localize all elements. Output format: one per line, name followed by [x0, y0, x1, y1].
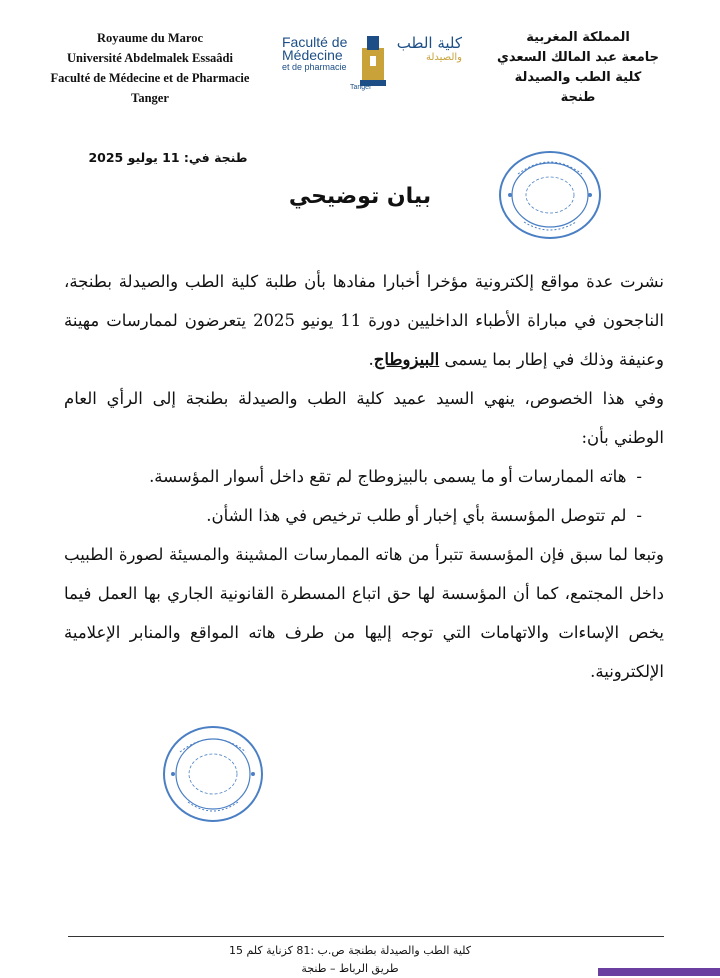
bullet-text: هاته الممارسات أو ما يسمى بالبيزوطاج لم تقع داخل أسوار المؤسسة.: [149, 467, 627, 486]
footer-line1: كلية الطب والصيدلة بطنجة ص.ب :81 كزناية كلم 15: [228, 944, 472, 957]
logo-ar-text: [390, 34, 462, 64]
header-fr-line: Faculté de Médecine et de Pharmacie: [50, 71, 250, 85]
logo-tag: Tanger: [350, 84, 372, 91]
official-stamp: [496, 148, 604, 242]
edge-bar: [598, 968, 720, 976]
faculty-logo: [282, 30, 462, 96]
footer-address: [180, 942, 520, 978]
document-body: [64, 262, 664, 691]
logo-ar-line: والصيدلة: [425, 52, 462, 63]
footer-line2: طريق الرباط – طنجة: [301, 962, 399, 975]
header-ar-line: المملكة المغربية: [526, 30, 630, 45]
official-stamp: [160, 722, 266, 826]
bullet-dash: -: [636, 467, 642, 486]
bizutage-term: البيزوطاج: [373, 350, 440, 369]
header-fr-line: Université Abdelmalek Essaâdi: [67, 51, 233, 65]
logo-fr-line: Médecine: [282, 47, 343, 63]
paragraph: وتبعا لما سبق فإن المؤسسة تتبرأ من هاته الممارسات المشينة والمسيئة لصورة الطبيب داخل المجتمع، كما أن المؤسسة لها حق اتباع المسطرة القانونية الجاري بها العمل فيما يخص الإساءات والاتهامات التي توجه إليها من طرف هاته المواقع والمنابر الإعلامية الإلكترونية.: [64, 545, 664, 681]
header-fr-line: Tanger: [131, 91, 169, 105]
bullet-dash: -: [636, 506, 642, 525]
document-date: طنجة في: 11 يوليو 2025: [88, 150, 248, 165]
logo-fr-text: [282, 36, 362, 72]
header-ar-line: طنجة: [560, 90, 596, 105]
header-arabic: [468, 28, 688, 108]
paragraph: وفي هذا الخصوص، ينهي السيد عميد كلية الطب والصيدلة بطنجة إلى الرأي العام الوطني بأن:: [64, 389, 664, 447]
header-ar-line: جامعة عبد المالك السعدي: [496, 50, 660, 65]
logo-fr-line: et de pharmacie: [282, 62, 347, 72]
document-title: بيان توضيحي: [288, 184, 432, 209]
header-fr-line: Royaume du Maroc: [96, 31, 203, 45]
logo-ar-line: كلية الطب: [396, 34, 462, 52]
bullet-item: [64, 457, 664, 496]
bullet-item: [64, 496, 664, 535]
paragraph: [64, 262, 664, 379]
paragraph-text: نشرت عدة مواقع إلكترونية مؤخرا أخبارا مفادها بأن طلبة كلية الطب والصيدلة بطنجة، الناجحون في مباراة الأطباء الداخليين دورة 11 يونيو 2025 يتعرضون لممارسات مهينة وعنيفة وذلك في إطار بما يسمى: [64, 272, 664, 369]
paragraph-end: .: [368, 350, 374, 369]
bullet-text: لم تتوصل المؤسسة بأي إخبار أو طلب ترخيص في هذا الشأن.: [206, 506, 627, 525]
footer-divider: [68, 936, 664, 937]
logo-fr-line: Faculté de: [282, 34, 348, 50]
header-ar-line: كلية الطب والصيدلة: [514, 70, 642, 85]
header-french: [30, 28, 270, 108]
